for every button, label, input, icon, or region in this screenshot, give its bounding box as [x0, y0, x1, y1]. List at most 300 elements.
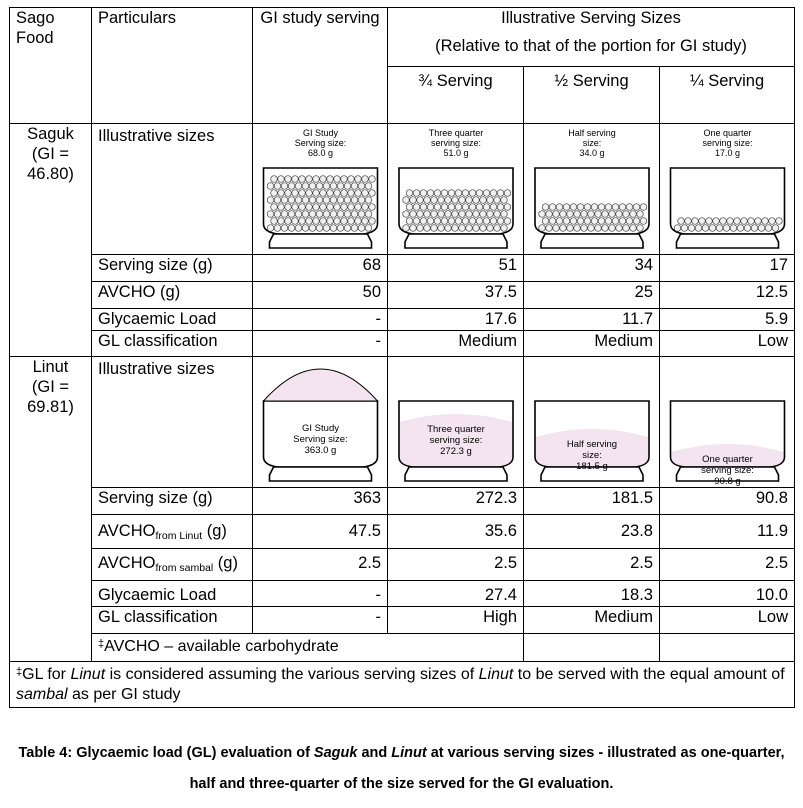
- sago-pearl: [455, 190, 462, 197]
- sago-pearl: [497, 218, 504, 225]
- bowl-caption-text: Three quarter: [427, 424, 485, 435]
- sago-pearl: [267, 183, 274, 190]
- bowl-caption-text: GI Study: [302, 128, 339, 138]
- sago-pearl: [553, 225, 560, 232]
- sago-pearl: [494, 211, 501, 218]
- sago-pearl: [595, 225, 602, 232]
- sago-pearl: [480, 225, 487, 232]
- sago-pearl: [699, 218, 706, 225]
- sago-pearl: [344, 211, 351, 218]
- sago-pearl: [434, 190, 441, 197]
- sago-pearl: [452, 225, 459, 232]
- saguk-value: 68: [253, 255, 388, 282]
- sago-pearl: [281, 225, 288, 232]
- bowl-caption-text: 34.0 g: [579, 148, 605, 158]
- header-half: ½ Serving: [524, 67, 660, 124]
- sago-pearl: [483, 218, 490, 225]
- sago-pearl: [351, 183, 358, 190]
- sago-pearl: [459, 197, 466, 204]
- bowl-caption-text: serving size:: [429, 435, 483, 446]
- footnote-avcho: [92, 634, 524, 662]
- sago-pearl: [567, 225, 574, 232]
- sago-pearl: [344, 225, 351, 232]
- linut-value: High: [388, 607, 524, 634]
- sago-pearl: [727, 218, 734, 225]
- sago-pearl: [406, 218, 413, 225]
- bowl-caption-text: Three quarter: [428, 128, 484, 138]
- sago-pearl: [348, 204, 355, 211]
- food-saguk-name: Saguk: [27, 125, 74, 143]
- saguk-value: -: [253, 331, 388, 357]
- sago-pearl: [602, 211, 609, 218]
- sago-pearl: [362, 204, 369, 211]
- header-three-quarter: ¾ Serving: [388, 67, 524, 124]
- sago-pearl: [330, 211, 337, 218]
- sago-pearl: [369, 204, 376, 211]
- gl-table: [9, 7, 795, 708]
- sago-pearl: [285, 176, 292, 183]
- sago-pearl: [299, 176, 306, 183]
- sago-pearl: [351, 197, 358, 204]
- sago-pearl: [591, 218, 598, 225]
- sago-pearl: [445, 225, 452, 232]
- sago-pearl: [420, 218, 427, 225]
- sago-pearl: [549, 204, 556, 211]
- sago-pearl: [351, 211, 358, 218]
- sago-pearl: [330, 183, 337, 190]
- sago-pearl: [323, 183, 330, 190]
- linut-mound: [264, 369, 378, 401]
- sago-pearl: [403, 225, 410, 232]
- linut-bowl-illustration: [524, 357, 660, 487]
- linut-value: 23.8: [524, 515, 660, 549]
- saguk-bowl-illustration: [253, 124, 388, 254]
- sago-pearl: [685, 218, 692, 225]
- sago-pearl: [702, 225, 709, 232]
- sago-pearl: [306, 190, 313, 197]
- sago-pearl: [271, 176, 278, 183]
- sago-pearl: [323, 211, 330, 218]
- food-saguk: [10, 124, 92, 357]
- sago-pearl: [633, 218, 640, 225]
- sago-pearl: [501, 197, 508, 204]
- sago-pearl: [299, 204, 306, 211]
- sago-pearl: [278, 176, 285, 183]
- linut-bowl-illustration: [253, 357, 388, 487]
- sago-pearl: [588, 211, 595, 218]
- linut-value: 2.5: [660, 549, 795, 581]
- sago-pearl: [706, 218, 713, 225]
- sago-pearl: [369, 218, 376, 225]
- sago-pearl: [337, 183, 344, 190]
- sago-pearl: [776, 218, 783, 225]
- sago-pearl: [288, 225, 295, 232]
- linut-row-label: Glycaemic Load: [92, 581, 253, 607]
- sago-pearl: [637, 211, 644, 218]
- sago-pearl: [271, 190, 278, 197]
- sago-pearl: [427, 190, 434, 197]
- sago-pearl: [501, 211, 508, 218]
- food-linut-name: Linut: [32, 358, 69, 376]
- sago-pearl: [309, 211, 316, 218]
- header-particulars: Particulars: [92, 8, 253, 124]
- sago-pearl: [542, 204, 549, 211]
- sago-pearl: [466, 197, 473, 204]
- sago-pearl: [469, 190, 476, 197]
- caption-text: and: [357, 745, 392, 761]
- header-sago-food: Sago Food: [10, 8, 92, 124]
- sago-pearl: [362, 218, 369, 225]
- sago-pearl: [616, 225, 623, 232]
- saguk-row-label: Glycaemic Load: [92, 309, 253, 331]
- sago-pearl: [410, 225, 417, 232]
- sago-pearl: [358, 211, 365, 218]
- sago-pearl: [351, 225, 358, 232]
- sago-pearl: [309, 225, 316, 232]
- sago-pearl: [341, 218, 348, 225]
- linut-row-label: GL classification: [92, 607, 253, 634]
- sago-pearl: [369, 176, 376, 183]
- avcho-subscript: from sambal: [155, 562, 214, 574]
- sago-pearl: [563, 204, 570, 211]
- sago-pearl: [497, 204, 504, 211]
- sago-pearl: [755, 218, 762, 225]
- sago-pearl: [362, 190, 369, 197]
- sago-pearl: [723, 225, 730, 232]
- bowl-caption-text: 17.0 g: [714, 148, 741, 158]
- sago-pearl: [330, 197, 337, 204]
- bowl-caption-text: One quarter: [703, 128, 752, 138]
- sago-pearl: [598, 204, 605, 211]
- sago-pearl: [302, 225, 309, 232]
- sago-pearl: [327, 204, 334, 211]
- sago-pearl: [365, 211, 372, 218]
- sago-pearl: [316, 197, 323, 204]
- sago-pearl: [490, 190, 497, 197]
- sago-pearl: [413, 190, 420, 197]
- sago-pearl: [476, 190, 483, 197]
- sago-pearl: [504, 218, 511, 225]
- sago-pearl: [626, 218, 633, 225]
- sago-pearl: [309, 197, 316, 204]
- sago-pearl: [584, 204, 591, 211]
- sago-pearl: [577, 204, 584, 211]
- sago-pearl: [476, 204, 483, 211]
- sago-pearl: [469, 218, 476, 225]
- sago-pearl: [424, 225, 431, 232]
- footnote-avcho-text: AVCHO – available carbohydrate: [104, 638, 339, 655]
- sago-pearl: [424, 197, 431, 204]
- sago-pearl: [501, 225, 508, 232]
- sago-pearl: [334, 190, 341, 197]
- linut-avcho-linut-label: [92, 515, 253, 549]
- avcho-text: AVCHO: [98, 522, 156, 540]
- sago-pearl: [306, 218, 313, 225]
- sago-pearl: [274, 225, 281, 232]
- sago-pearl: [406, 204, 413, 211]
- sago-pearl: [417, 225, 424, 232]
- sago-pearl: [327, 218, 334, 225]
- bowl-caption-text: size:: [582, 450, 602, 461]
- sago-pearl: [427, 218, 434, 225]
- sago-pearl: [438, 225, 445, 232]
- sago-pearl: [692, 218, 699, 225]
- sago-pearl: [616, 211, 623, 218]
- sago-pearl: [281, 183, 288, 190]
- sago-pearl: [577, 218, 584, 225]
- sago-pearl: [441, 190, 448, 197]
- saguk-picture-cell: [524, 124, 660, 255]
- sago-pearl: [748, 218, 755, 225]
- sago-pearl: [553, 211, 560, 218]
- sago-pearl: [355, 218, 362, 225]
- food-saguk-gi: (GI = 46.80): [27, 145, 74, 183]
- sago-pearl: [341, 176, 348, 183]
- sago-pearl: [612, 204, 619, 211]
- sago-pearl: [448, 190, 455, 197]
- sago-pearl: [271, 218, 278, 225]
- sago-pearl: [469, 204, 476, 211]
- bowl-caption-text: Serving size:: [293, 434, 348, 445]
- sago-pearl: [406, 190, 413, 197]
- sago-pearl: [459, 225, 466, 232]
- bowl-caption-text: 51.0 g: [443, 148, 469, 158]
- sago-pearl: [494, 197, 501, 204]
- sago-pearl: [330, 225, 337, 232]
- sago-pearl: [744, 225, 751, 232]
- sago-pearl: [591, 204, 598, 211]
- linut-row-label: Serving size (g): [92, 488, 253, 515]
- sago-pearl: [574, 211, 581, 218]
- linut-illustrative-label: Illustrative sizes: [92, 357, 253, 488]
- sago-pearl: [623, 225, 630, 232]
- sago-pearl: [358, 183, 365, 190]
- footnote-italic: sambal: [16, 686, 68, 703]
- sago-pearl: [539, 211, 546, 218]
- bowl-base: [405, 234, 507, 248]
- sago-pearl: [473, 211, 480, 218]
- sago-pearl: [605, 218, 612, 225]
- sago-pearl: [288, 183, 295, 190]
- caption-italic: Linut: [391, 745, 427, 761]
- sago-pearl: [267, 225, 274, 232]
- sago-pearl: [716, 225, 723, 232]
- header-illustrative: Illustrative Serving Sizes: [388, 8, 795, 33]
- sago-pearl: [720, 218, 727, 225]
- sago-pearl: [341, 204, 348, 211]
- sago-pearl: [344, 197, 351, 204]
- saguk-bowl-illustration: [388, 124, 524, 254]
- sago-pearl: [292, 218, 299, 225]
- sago-pearl: [452, 197, 459, 204]
- sago-pearl: [630, 225, 637, 232]
- footnote-mark: ‡: [16, 666, 23, 678]
- saguk-value: 25: [524, 282, 660, 309]
- sago-pearl: [292, 176, 299, 183]
- linut-avcho-sambal-label: [92, 549, 253, 581]
- sago-pearl: [466, 225, 473, 232]
- sago-pearl: [574, 225, 581, 232]
- sago-pearl: [688, 225, 695, 232]
- sago-pearl: [546, 225, 553, 232]
- sago-pearl: [413, 218, 420, 225]
- bowl-caption-text: 363.0 g: [304, 445, 337, 456]
- linut-value: 18.3: [524, 581, 660, 607]
- table-caption: [0, 738, 803, 800]
- sago-pearl: [410, 197, 417, 204]
- caption-text: Table 4: Glycaemic load (GL) evaluation of: [18, 745, 314, 761]
- bowl-caption-text: 272.3 g: [440, 446, 472, 457]
- sago-pearl: [570, 204, 577, 211]
- sago-pearl: [504, 190, 511, 197]
- saguk-bowl-illustration: [524, 124, 660, 254]
- sago-pearl: [473, 225, 480, 232]
- bowl-caption-text: 68.0 g: [307, 148, 334, 158]
- sago-pearl: [695, 225, 702, 232]
- bowl-caption-text: serving size:: [702, 138, 753, 148]
- bowl-caption-text: serving size:: [701, 465, 754, 476]
- sago-pearl: [734, 218, 741, 225]
- linut-value: 10.0: [660, 581, 795, 607]
- sago-pearl: [476, 218, 483, 225]
- avcho-unit: (g): [202, 522, 227, 540]
- sago-pearl: [480, 197, 487, 204]
- sago-pearl: [567, 211, 574, 218]
- sago-pearl: [462, 204, 469, 211]
- avcho-unit: (g): [213, 554, 238, 572]
- sago-pearl: [504, 204, 511, 211]
- sago-pearl: [316, 225, 323, 232]
- sago-pearl: [640, 204, 647, 211]
- sago-pearl: [316, 211, 323, 218]
- sago-pearl: [441, 204, 448, 211]
- saguk-picture-cell: [660, 124, 795, 255]
- sago-pearl: [560, 211, 567, 218]
- sago-pearl: [487, 211, 494, 218]
- sago-pearl: [681, 225, 688, 232]
- sago-pearl: [772, 225, 779, 232]
- sago-pearl: [556, 204, 563, 211]
- food-linut-gi: (GI = 69.81): [27, 378, 74, 416]
- sago-pearl: [431, 225, 438, 232]
- sago-pearl: [313, 176, 320, 183]
- sago-pearl: [306, 204, 313, 211]
- sago-pearl: [674, 225, 681, 232]
- sago-pearl: [320, 176, 327, 183]
- sago-pearl: [737, 225, 744, 232]
- sago-pearl: [609, 211, 616, 218]
- sago-pearl: [438, 197, 445, 204]
- linut-value: 27.4: [388, 581, 524, 607]
- linut-value: 11.9: [660, 515, 795, 549]
- sago-pearl: [424, 211, 431, 218]
- sago-pearl: [462, 190, 469, 197]
- sago-pearl: [337, 225, 344, 232]
- sago-pearl: [473, 197, 480, 204]
- bowl-caption-text: 181.5 g: [576, 461, 608, 472]
- linut-value: 2.5: [524, 549, 660, 581]
- sago-pearl: [623, 211, 630, 218]
- bowl-base: [541, 234, 643, 248]
- linut-bowl-illustration: [388, 357, 524, 487]
- sago-pearl: [320, 204, 327, 211]
- sago-pearl: [730, 225, 737, 232]
- sago-pearl: [452, 211, 459, 218]
- linut-picture-cell: [660, 357, 795, 488]
- sago-pearl: [709, 225, 716, 232]
- sago-pearl: [584, 218, 591, 225]
- sago-pearl: [431, 211, 438, 218]
- sago-pearl: [487, 197, 494, 204]
- sago-pearl: [494, 225, 501, 232]
- sago-pearl: [316, 183, 323, 190]
- sago-pearl: [313, 204, 320, 211]
- sago-pearl: [355, 176, 362, 183]
- food-linut: [10, 357, 92, 662]
- saguk-illustrative-label: Illustrative sizes: [92, 124, 253, 255]
- linut-picture-cell: [524, 357, 660, 488]
- avcho-subscript: from Linut: [155, 530, 203, 542]
- sago-pearl: [281, 197, 288, 204]
- bowl-caption-text: Half serving: [568, 128, 616, 138]
- sago-pearl: [490, 204, 497, 211]
- saguk-value: 17.6: [388, 309, 524, 331]
- sago-pearl: [365, 183, 372, 190]
- sago-pearl: [581, 211, 588, 218]
- linut-value: Low: [660, 607, 795, 634]
- sago-pearl: [630, 211, 637, 218]
- saguk-bowl-illustration: [660, 124, 795, 254]
- sago-pearl: [619, 204, 626, 211]
- sago-pearl: [278, 190, 285, 197]
- caption-text: at various serving sizes - illustrated as one-quarter,: [426, 745, 785, 761]
- sago-pearl: [640, 218, 647, 225]
- sago-pearl: [334, 204, 341, 211]
- bowl-base: [405, 467, 507, 481]
- sago-pearl: [588, 225, 595, 232]
- sago-pearl: [337, 197, 344, 204]
- sago-pearl: [274, 197, 281, 204]
- sago-pearl: [344, 183, 351, 190]
- sago-pearl: [417, 197, 424, 204]
- sago-pearl: [327, 176, 334, 183]
- footnote-text: GL for: [22, 666, 71, 683]
- sago-pearl: [271, 204, 278, 211]
- linut-value: 2.5: [253, 549, 388, 581]
- sago-pearl: [295, 225, 302, 232]
- footnote-gl: [10, 662, 795, 708]
- sago-pearl: [434, 218, 441, 225]
- sago-pearl: [619, 218, 626, 225]
- sago-pearl: [480, 211, 487, 218]
- sago-pearl: [413, 204, 420, 211]
- bowl-caption-text: serving size:: [430, 138, 482, 148]
- sago-pearl: [542, 218, 549, 225]
- saguk-picture-cell: [388, 124, 524, 255]
- sago-pearl: [765, 225, 772, 232]
- bowl-caption-text: 90.8 g: [714, 476, 741, 487]
- saguk-value: Low: [660, 331, 795, 357]
- sago-pearl: [549, 218, 556, 225]
- sago-pearl: [313, 190, 320, 197]
- bowl-base: [270, 234, 372, 248]
- sago-pearl: [302, 183, 309, 190]
- sago-pearl: [758, 225, 765, 232]
- sago-pearl: [441, 218, 448, 225]
- sago-pearl: [556, 218, 563, 225]
- caption-italic: Saguk: [313, 745, 358, 761]
- sago-pearl: [445, 211, 452, 218]
